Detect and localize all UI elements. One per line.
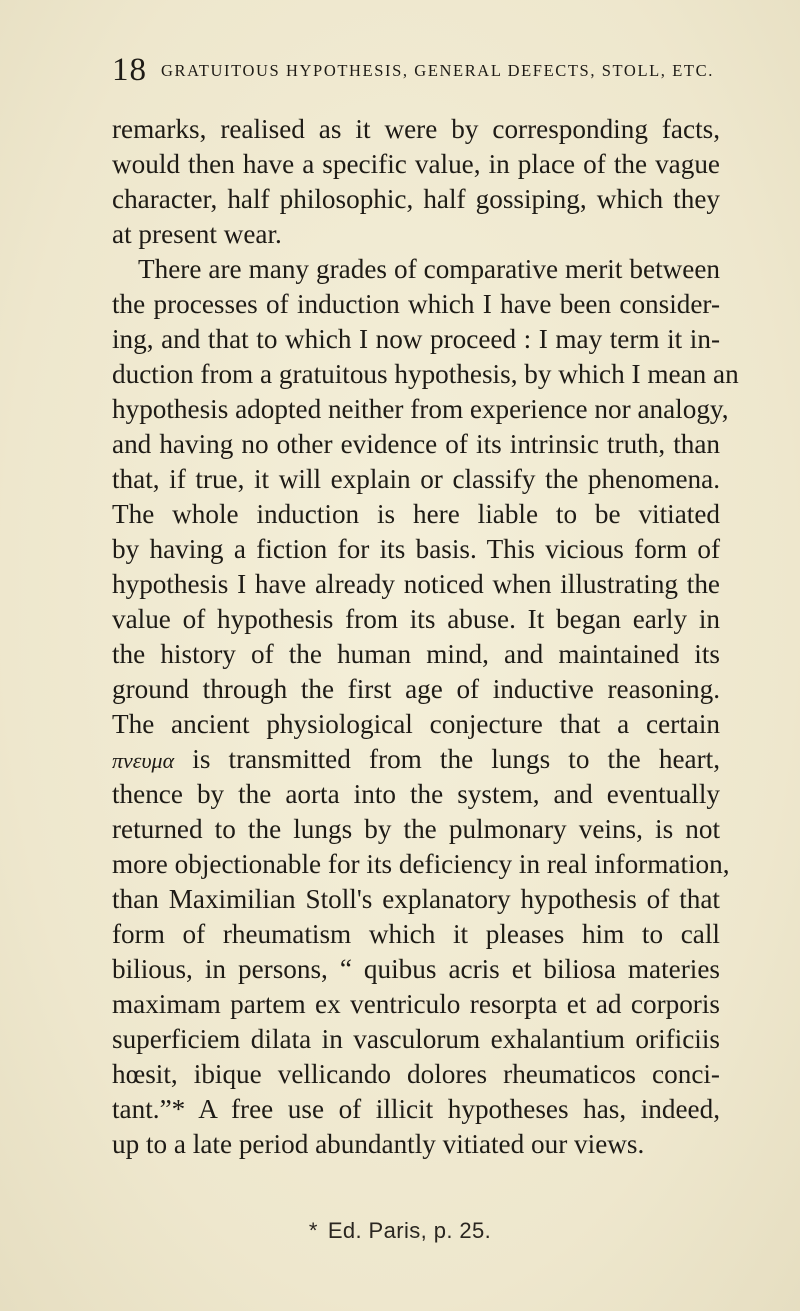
text-line: There are many grades of comparative merit between <box>138 254 720 284</box>
text-line: duction from a gratuitous hypothesis, by which I mean an <box>112 359 739 389</box>
page-number: 18 <box>112 52 147 88</box>
text-line-rest: is transmitted from the lungs to the heart, <box>192 744 720 774</box>
text-line: up to a late period abundantly vitiated our views. <box>112 1129 645 1159</box>
text-line: hypothesis adopted neither from experience nor analogy, <box>112 394 729 424</box>
text-line: bilious, in persons, “ quibus acris et biliosa materies <box>112 954 720 984</box>
text-line: maximam partem ex ventriculo resorpta et ad corporis <box>112 989 720 1019</box>
text-line: by having a fiction for its basis. This vicious form of <box>112 534 720 564</box>
text-line: hypothesis I have already noticed when illustrating the <box>112 569 720 599</box>
text-line: tant.”* A free use of illicit hypotheses has, indeed, <box>112 1094 720 1124</box>
text-line: returned to the lungs by the pulmonary veins, is not <box>112 814 720 844</box>
text-line: form of rheumatism which it pleases him to call <box>112 919 720 949</box>
text-line: the processes of induction which I have been consider- <box>112 289 720 319</box>
text-line: and having no other evidence of its intrinsic truth, than <box>112 429 720 459</box>
greek-word: πνευμα <box>112 748 175 773</box>
running-head: GRATUITOUS HYPOTHESIS, GENERAL DEFECTS, STOLL, ETC. <box>161 61 714 80</box>
footnote <box>0 1218 800 1244</box>
text-line: than Maximilian Stoll's explanatory hypothesis of that <box>112 884 720 914</box>
text-line: thence by the aorta into the system, and eventually <box>112 779 720 809</box>
text-line: would then have a specific value, in place of the vague <box>112 149 720 179</box>
text-line: remarks, realised as it were by corresponding facts, <box>112 114 720 144</box>
text-line: character, half philosophic, half gossiping, which they <box>112 184 720 214</box>
text-line: value of hypothesis from its abuse. It began early in <box>112 604 720 634</box>
text-line: ing, and that to which I now proceed : I may term it in- <box>112 324 720 354</box>
text-line: that, if true, it will explain or classify the phenomena. <box>112 464 720 494</box>
footnote-text: Ed. Paris, p. 25. <box>327 1218 492 1243</box>
footnote-marker: * <box>308 1218 318 1243</box>
body-text <box>112 112 739 1162</box>
text-line: the history of the human mind, and maintained its <box>112 639 720 669</box>
text-line: The whole induction is here liable to be vitiated <box>112 499 720 529</box>
text-line: at present wear. <box>112 219 282 249</box>
text-line: ground through the first age of inductive reasoning. <box>112 674 720 704</box>
text-line: The ancient physiological conjecture that a certain <box>112 709 720 739</box>
text-line: hœsit, ibique vellicando dolores rheumaticos conci- <box>112 1059 720 1089</box>
text-line: superficiem dilata in vasculorum exhalantium orificiis <box>112 1024 720 1054</box>
text-line-with-greek <box>112 742 720 777</box>
text-line: more objectionable for its deficiency in real information, <box>112 849 730 879</box>
page-header <box>112 52 712 89</box>
